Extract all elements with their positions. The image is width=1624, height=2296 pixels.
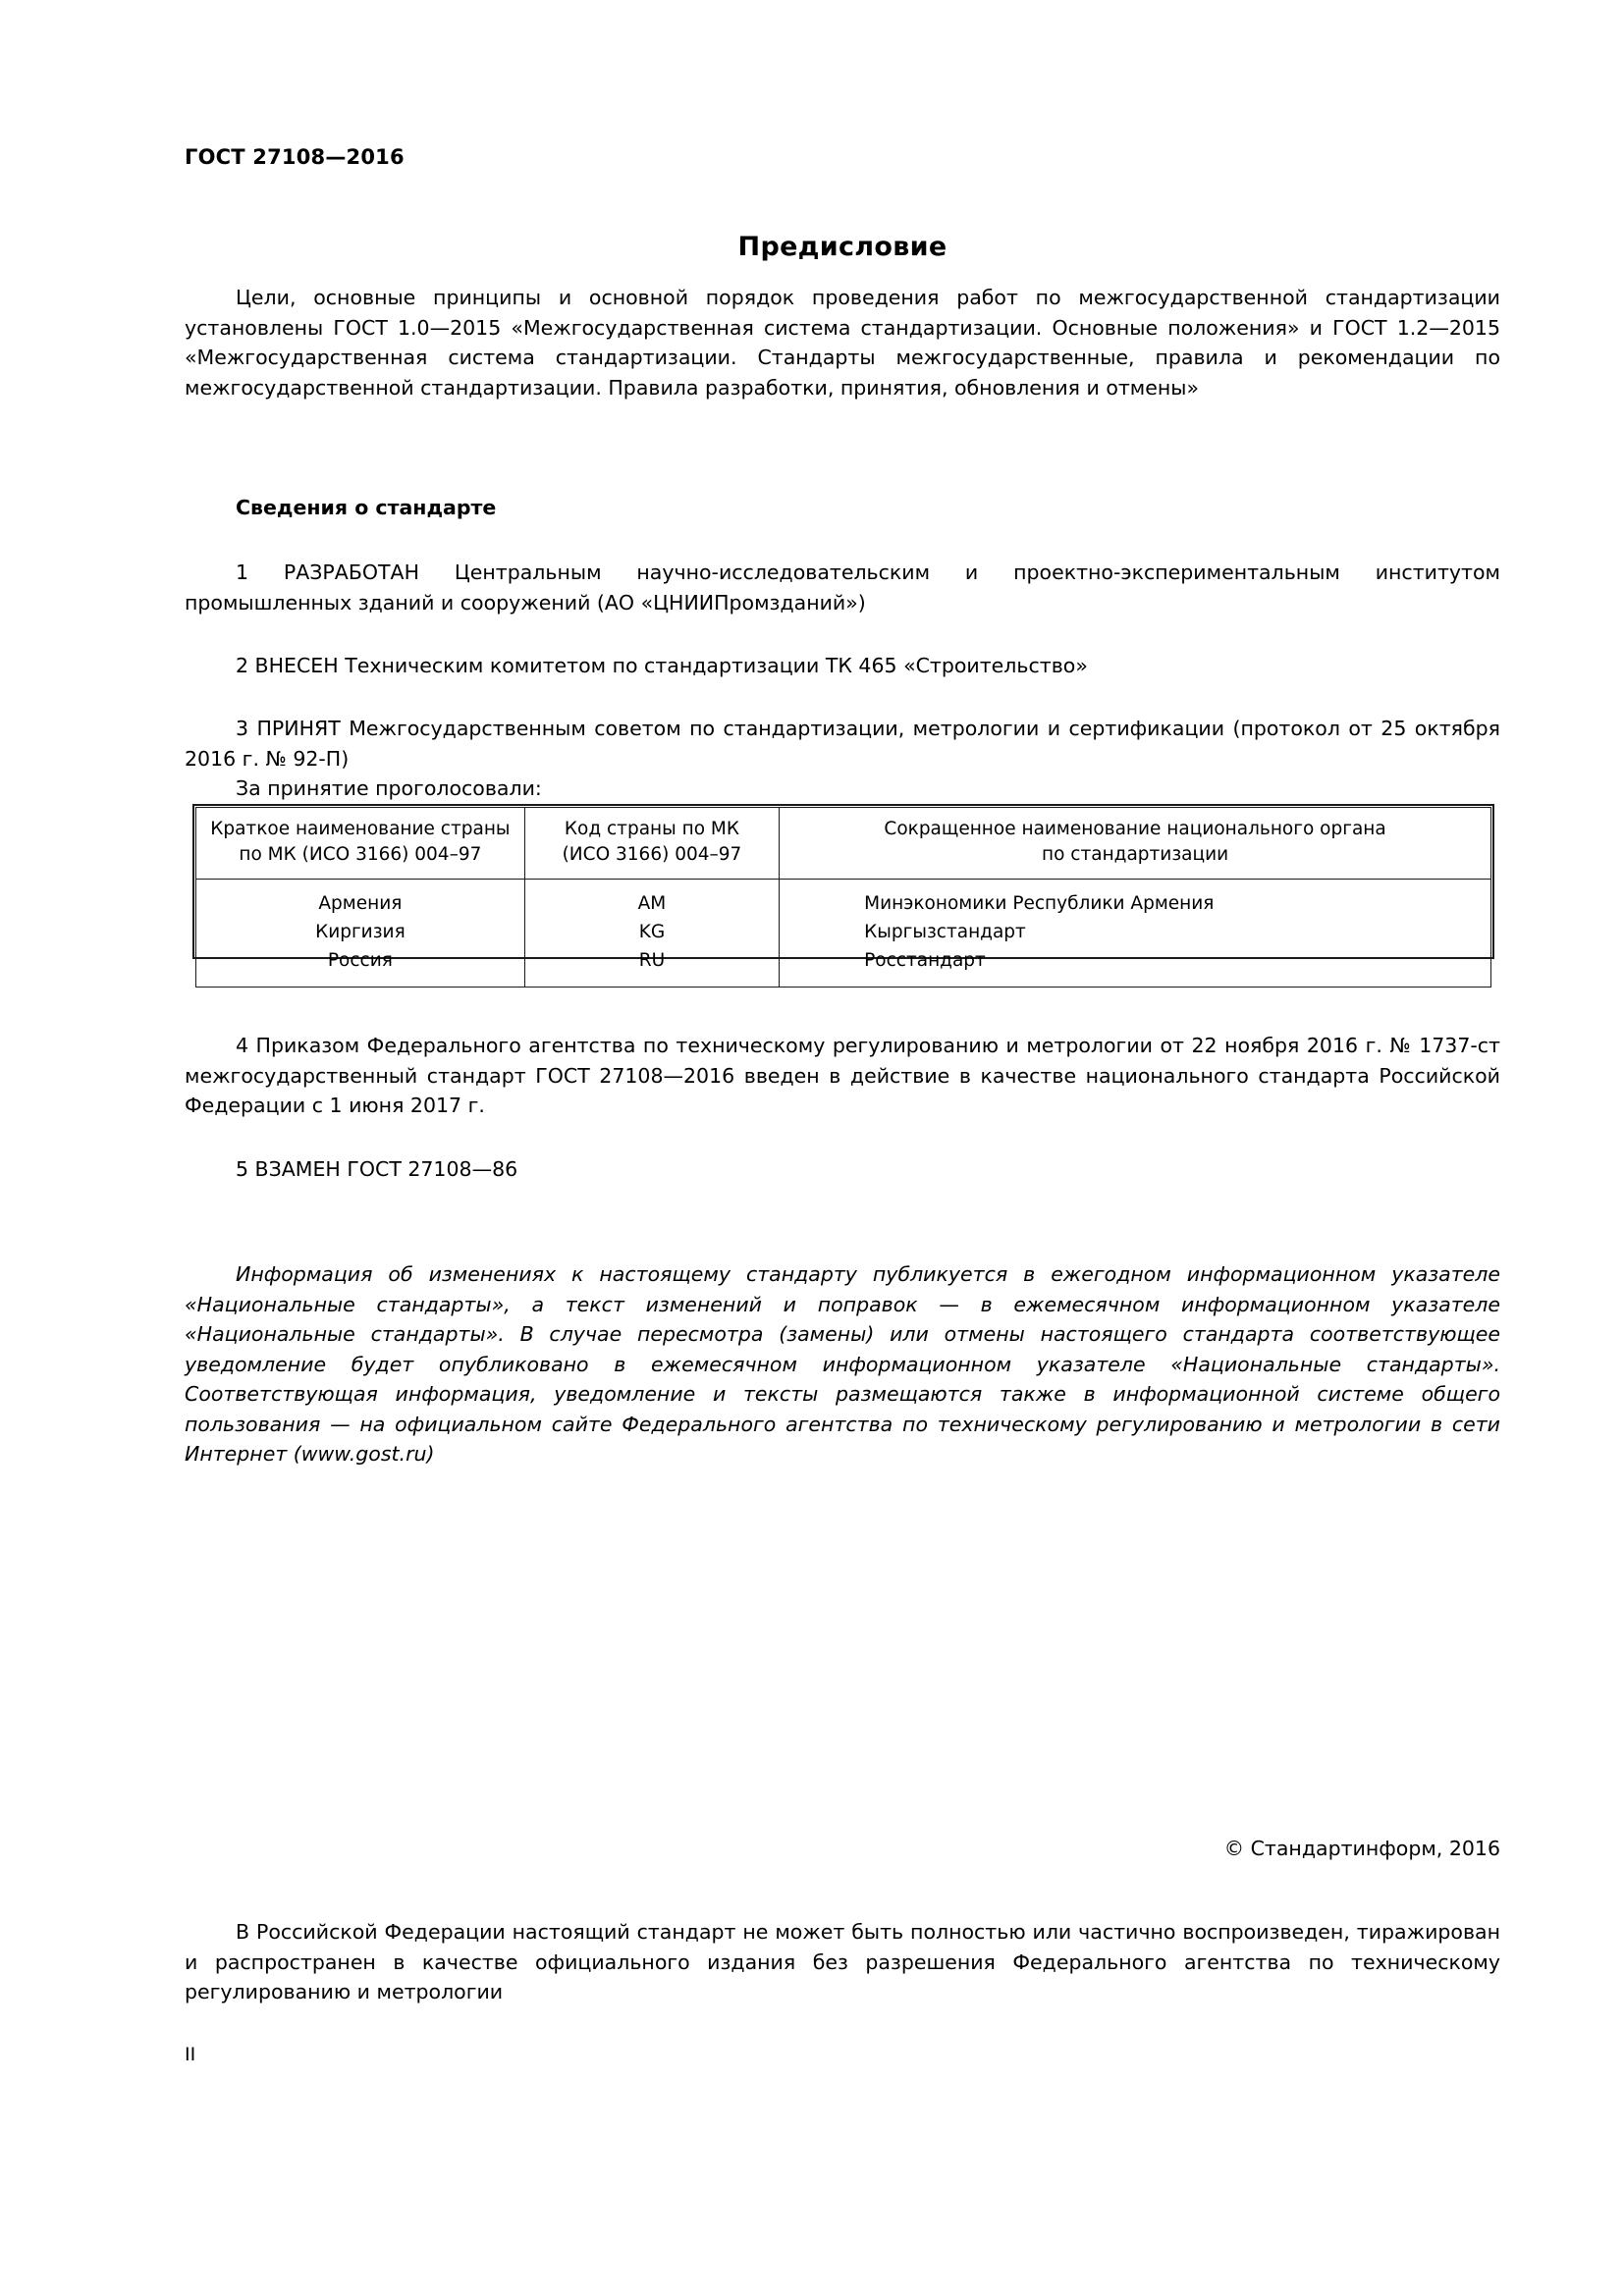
table-row: Россия (327, 950, 393, 971)
table-cell-countries (196, 880, 525, 988)
page-title: Предисловие (737, 232, 947, 263)
intro-paragraph: Цели, основные принципы и основной порядок проведения работ по межгосударственной стандартизации установлены ГОСТ 1.0—2015 «Межгосударственная система стандартизации. Основные положения» и ГОСТ 1.2—2015 «Межгосударственная система стандартизации. Стандарты межгосударственные, правила и рекомендации по межгосударственной стандартизации. Правила разработки, принятия, обновления и отмены» (185, 286, 1500, 400)
table-row: RU (638, 950, 666, 971)
table-header-body (780, 808, 1491, 880)
table-row: AM (637, 893, 667, 914)
table-header-country (196, 808, 525, 880)
standard-item-5: 5 ВЗАМЕН ГОСТ 27108—86 (236, 1157, 518, 1181)
table-header-row (196, 808, 1491, 880)
table-cell-codes (524, 880, 779, 988)
table-row: Минэкономики Республики Армения (864, 893, 1215, 914)
table-row: Армения (318, 893, 403, 914)
table-header-code-line1: Код страны по МК (564, 819, 740, 839)
page-number: II (185, 2044, 196, 2065)
copyright-line: © Стандартинформ, 2016 (1223, 1837, 1500, 1860)
table-header-body-line1: Сокращенное наименование национального органа (884, 819, 1386, 839)
vote-line: За принятие проголосовали: (236, 776, 542, 800)
section-heading-standard-info: Сведения о стандарте (236, 496, 497, 519)
amendment-notice: Информация об изменениях к настоящему стандарту публикуется в ежегодном информационном указателе «Национальные стандарты», а текст изменений и поправок — в ежемесячном информационном указателе «Национальные стандарты». В случае пересмотра (замены) или отмены настоящего стандарта соответствующее уведомление будет опубликовано в ежемесячном информационном указателе «Национальные стандарты». Соответствующая информация, уведомление и тексты размещаются также в информационной системе общего пользования — на официальном сайте Федерального агентства по техническому регулированию и метрологии в сети Интернет (www.gost.ru) (185, 1262, 1500, 1466)
table-header-country-line2: по МК (ИСО 3166) 004–97 (239, 844, 482, 865)
table-row: Киргизия (315, 922, 406, 942)
standard-item-2: 2 ВНЕСЕН Техническим комитетом по стандартизации ТК 465 «Строительство» (236, 654, 1088, 677)
table-header-code (524, 808, 779, 880)
table-row: Росстандарт (864, 950, 986, 971)
table-body-row (196, 880, 1491, 988)
table-cell-bodies (780, 880, 1491, 988)
reproduction-notice: В Российской Федерации настоящий стандарт не может быть полностью или частично воспроизведен, тиражирован и распространен в качестве официального издания без разрешения Федерального агентства по техническому регулированию и метрологии (185, 1920, 1500, 2003)
standard-item-1: 1 РАЗРАБОТАН Центральным научно-исследовательским и проектно-экспериментальным институтом промышленных зданий и сооружений (АО «ЦНИИПромзданий») (185, 561, 1500, 614)
table-header-body-line2: по стандартизации (1041, 844, 1229, 865)
standard-item-4: 4 Приказом Федерального агентства по техническому регулированию и метрологии от 22 ноября 2016 г. № 1737-ст межгосударственный стандарт ГОСТ 27108—2016 введен в действие в качестве национального стандарта Российской Федерации с 1 июня 2017 г. (185, 1034, 1500, 1117)
running-header-standard-code: ГОСТ 27108—2016 (185, 145, 405, 169)
table-header-code-line2: (ИСО 3166) 004–97 (562, 844, 742, 865)
table-row: Кыргызстандарт (864, 922, 1026, 942)
table-header-country-line1: Краткое наименование страны (210, 819, 511, 839)
countries-table (195, 807, 1491, 988)
standard-item-3: 3 ПРИНЯТ Межгосударственным советом по стандартизации, метрологии и сертификации (протокол от 25 октября 2016 г. № 92-П) (185, 717, 1500, 771)
table-row: KG (638, 922, 666, 942)
